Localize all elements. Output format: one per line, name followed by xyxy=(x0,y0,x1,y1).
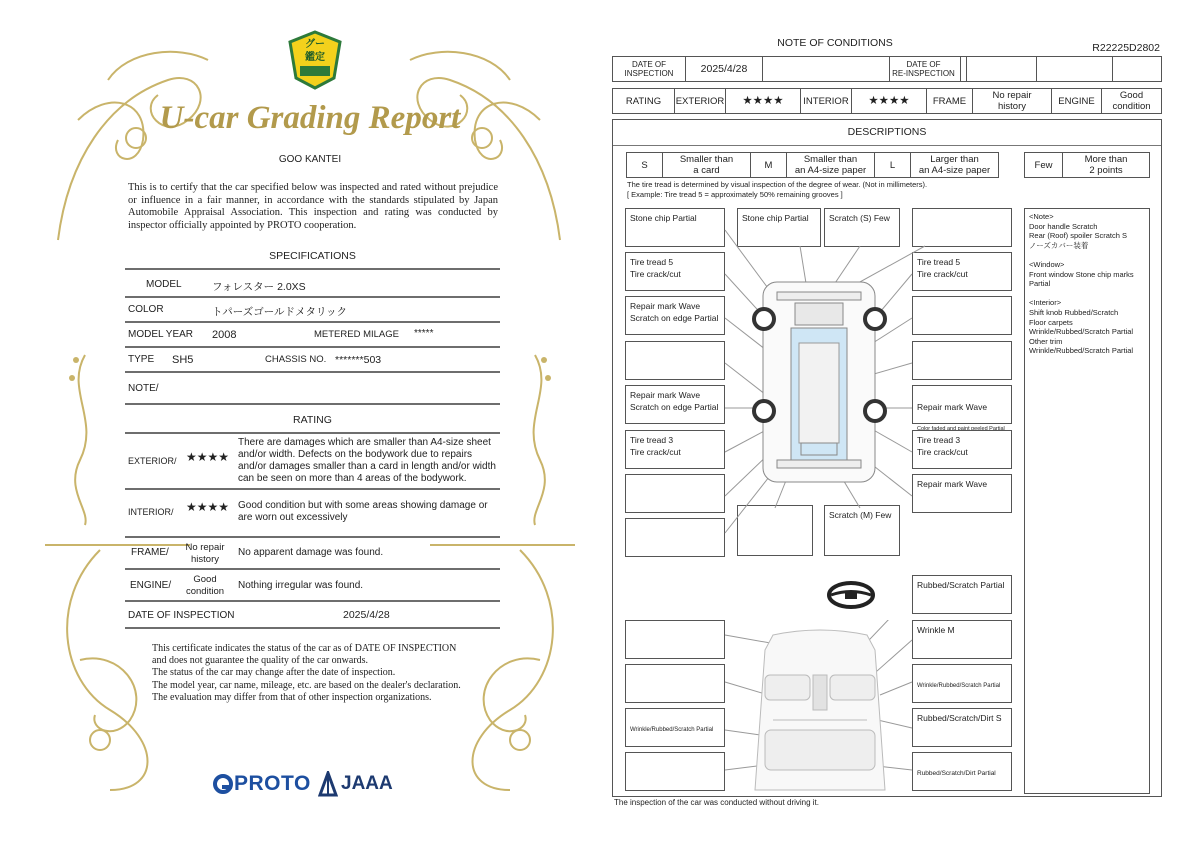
exterior-label: EXTERIOR/ xyxy=(128,456,177,466)
model-value: フォレスター 2.0XS xyxy=(212,281,306,293)
exterior-box-left-2: Tire tread 5 Tire crack/cut xyxy=(625,252,725,291)
goo-kantei-badge xyxy=(288,30,342,90)
divider xyxy=(125,568,500,570)
legend-text-m: Smaller than an A4-size paper xyxy=(787,153,875,177)
engine-description: Nothing irregular was found. xyxy=(238,580,364,591)
badge-text: グー 鑑定 xyxy=(305,39,325,63)
report-title: U-car Grading Report xyxy=(159,100,461,136)
specifications-heading: SPECIFICATIONS xyxy=(269,250,356,262)
date-label: DATE OF INSPECTION xyxy=(128,610,235,621)
descriptions-heading: DESCRIPTIONS xyxy=(847,126,927,138)
disclaimer-text: This certificate indicates the status of the car as of DATE OF INSPECTION and does not guarantee the quality of the car onwards. The status of the car may change after the date of inspection. The model year, car name, mileage, etc. are based on the dealer's declaration. The evaluation may differ from that of other inspection organizations. xyxy=(152,643,461,703)
frame-label: FRAME/ xyxy=(131,547,169,558)
legend-size xyxy=(626,152,999,178)
report-subtitle: GOO KANTEI xyxy=(278,154,342,165)
legend-key-few: Few xyxy=(1025,153,1063,177)
intro-text: This is to certify that the car specified below was inspected and rated without prejudice or influence in a fair manner, in accordance with the standards stipulated by Japan Automobile Appraisal Association. This inspection and rating was conducted by inspector officially appointed by PROTO cooperation. xyxy=(128,182,498,231)
proto-logo xyxy=(212,770,311,798)
legend-text-l: Larger than an A4-size paper xyxy=(918,154,991,176)
divider xyxy=(125,488,500,490)
mileage-label: METERED MILAGE xyxy=(314,329,399,340)
car-exterior-diagram xyxy=(625,208,1012,558)
exterior-box-right-5-sub: Color faded and paint peeled Partial xyxy=(917,426,1005,432)
divider xyxy=(125,268,500,270)
legend-key-l: L xyxy=(875,153,911,177)
interior-description: Good condition but with some areas showing damage or are worn out excessively xyxy=(238,500,488,523)
interior-box-left-3-text: Wrinkle/Rubbed/Scratch Partial xyxy=(630,727,714,733)
interior-stars: ★★★★ xyxy=(186,500,230,514)
type-label: TYPE xyxy=(128,354,155,365)
date-inspection-value: 2025/4/28 xyxy=(686,57,763,81)
frame-value: No repair history xyxy=(973,89,1052,113)
exterior-box-left-6: Tire tread 3 Tire crack/cut xyxy=(625,430,725,469)
ornament-right-mid xyxy=(510,350,560,530)
exterior-box-left-3: Repair mark Wave Scratch on edge Partial xyxy=(625,296,725,335)
reference-number: R22225D2802 xyxy=(1092,42,1160,54)
exterior-box-bottom-2: Scratch (M) Few xyxy=(824,505,900,556)
exterior-description: There are damages which are smaller than A4-size sheet and/or width. Defects on the bodywork due to repairs and/or damages smaller than a card in length and/or width can be seen on more than 4 areas of the bodywork. xyxy=(238,437,496,484)
exterior-box-right-2: Tire tread 5 Tire crack/cut xyxy=(912,252,1012,291)
model-label: MODEL xyxy=(146,279,182,290)
interior-label: INTERIOR/ xyxy=(128,507,174,517)
date-inspection-label: DATE OF INSPECTION xyxy=(613,57,686,81)
divider xyxy=(125,536,500,538)
divider xyxy=(125,600,500,602)
legend-key-m: M xyxy=(751,153,787,177)
exterior-box-right-6: Tire tread 3 Tire crack/cut xyxy=(912,430,1012,469)
car-interior-diagram xyxy=(625,620,1012,795)
exterior-box-top-3: Scratch (S) Few xyxy=(824,208,900,247)
interior-box-right-4: Rubbed/Scratch/Dirt S xyxy=(912,708,1012,747)
model-year-value: 2008 xyxy=(212,329,237,341)
divider xyxy=(125,432,500,434)
jaaa-logo xyxy=(318,770,393,798)
interior-box-right-2: Wrinkle M xyxy=(912,620,1012,659)
conditions-heading: NOTE OF CONDITIONS xyxy=(777,37,893,49)
exterior-label: EXTERIOR xyxy=(675,89,726,113)
frame-value: No repair history xyxy=(185,542,225,565)
exterior-stars: ★★★★ xyxy=(186,450,230,464)
tire-note-2: [ Example: Tire tread 5 = approximately 50% remaining grooves ] xyxy=(627,190,843,199)
interior-label: INTERIOR xyxy=(801,89,852,113)
frame-description: No apparent damage was found. xyxy=(238,547,384,558)
color-value: トパーズゴールドメタリック xyxy=(212,306,348,318)
date-blank-cell xyxy=(763,57,890,81)
interior-box-right-5-text: Rubbed/Scratch/Dirt Partial xyxy=(917,770,996,777)
jaaa-logo-icon xyxy=(318,771,338,797)
exterior-box-left-1: Stone chip Partial xyxy=(625,208,725,247)
divider xyxy=(125,627,500,629)
chassis-value: *******503 xyxy=(335,354,382,366)
side-notes: <Note> Door handle Scratch Rear (Roof) spoiler Scratch S ノーズカバー装着 <Window> Front window Stone chip marks Partial <Interior> Shift knob Rubbed/Scratch Floor carpets Wrinkle/Rubbed/Scratch Partial Other trim Wrinkle/Rubbed/Scratch Partial xyxy=(1024,208,1150,794)
steering-wheel-icon xyxy=(826,580,876,610)
proto-logo-text: PROTO xyxy=(234,772,311,795)
divider xyxy=(125,321,500,323)
exterior-box-right-7: Repair mark Wave xyxy=(912,474,1012,513)
footer-note: The inspection of the car was conducted without driving it. xyxy=(614,798,819,807)
rating-label: RATING xyxy=(613,89,675,113)
jaaa-logo-text: JAAA xyxy=(341,773,393,794)
mileage-value: ***** xyxy=(414,328,434,339)
rating-row xyxy=(612,88,1162,114)
divider xyxy=(613,145,1161,146)
exterior-box-left-5: Repair mark Wave Scratch on edge Partial xyxy=(625,385,725,424)
interior-stars: ★★★★ xyxy=(852,89,927,113)
engine-value: Good condition xyxy=(185,574,225,597)
engine-value: Good condition xyxy=(1112,90,1151,112)
interior-box-right-1: Rubbed/Scratch Partial xyxy=(912,575,1012,614)
interior-box-right-3-text: Wrinkle/Rubbed/Scratch Partial xyxy=(917,683,1001,689)
ornament-left-mid xyxy=(60,350,110,530)
tire-note-1: The tire tread is determined by visual inspection of the degree of wear. (Not in millimeters). xyxy=(627,180,928,189)
date-blank-cell xyxy=(1037,57,1113,81)
divider xyxy=(125,403,500,405)
engine-label: ENGINE/ xyxy=(130,580,172,591)
engine-label: ENGINE xyxy=(1052,89,1102,113)
divider xyxy=(125,371,500,373)
model-year-label: MODEL YEAR xyxy=(128,329,194,340)
legend-text-s: Smaller than a card xyxy=(663,153,751,177)
legend-key-s: S xyxy=(627,153,663,177)
exterior-stars: ★★★★ xyxy=(726,89,801,113)
proto-logo-icon xyxy=(212,773,234,795)
rating-heading: RATING xyxy=(293,414,332,426)
exterior-box-right-5-main: Repair mark Wave xyxy=(917,402,988,412)
date-reinspection-label: DATE OF RE-INSPECTION xyxy=(887,57,961,81)
exterior-box-top-2: Stone chip Partial xyxy=(737,208,821,247)
legend-text-few: More than 2 points xyxy=(1084,154,1128,176)
note-label: NOTE/ xyxy=(128,383,159,394)
divider xyxy=(125,296,500,298)
type-value: SH5 xyxy=(172,354,194,366)
chassis-label: CHASSIS NO. xyxy=(265,354,327,365)
date-row xyxy=(612,56,1162,82)
color-label: COLOR xyxy=(128,304,164,315)
legend-few xyxy=(1024,152,1150,178)
frame-label: FRAME xyxy=(927,89,973,113)
date-value: 2025/4/28 xyxy=(343,609,390,621)
date-reinspection-value xyxy=(961,57,1037,81)
divider xyxy=(125,346,500,348)
